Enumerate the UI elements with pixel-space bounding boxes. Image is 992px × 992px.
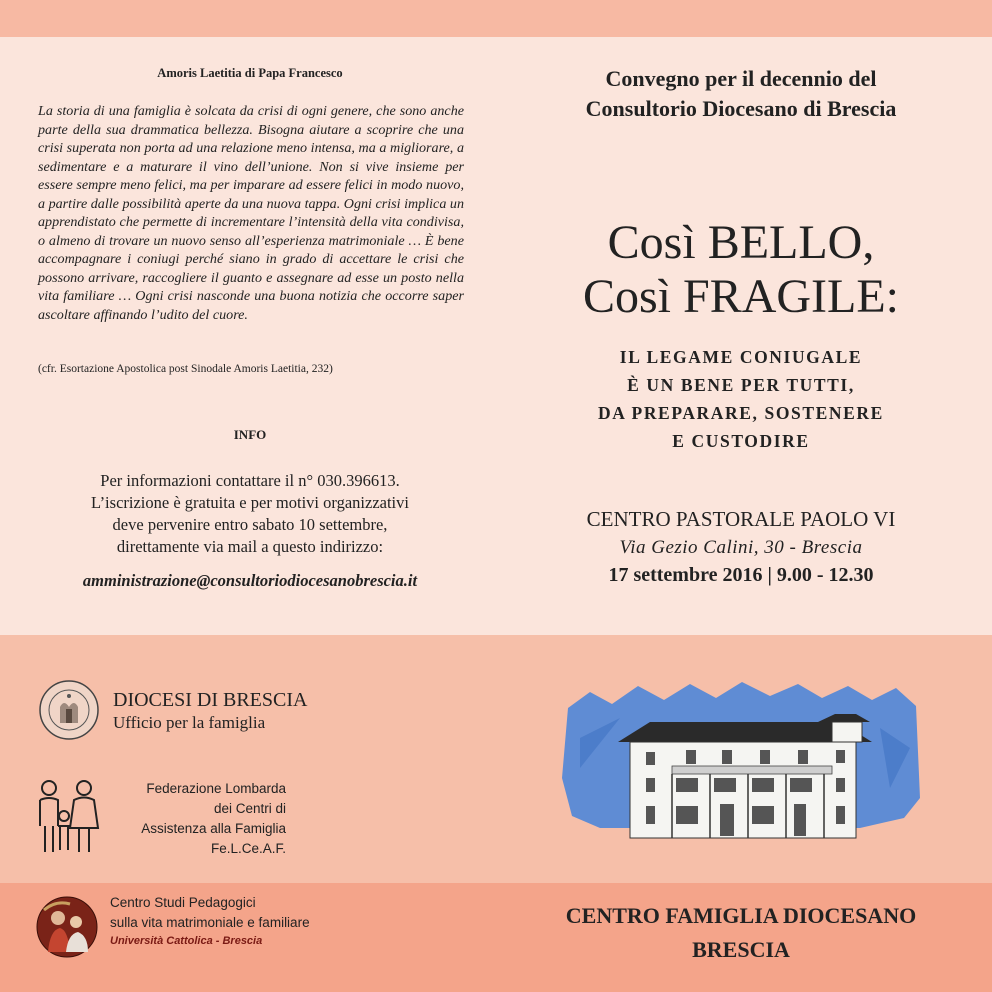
email-link[interactable]: amministrazione@consultoriodiocesanobrescia.it bbox=[82, 571, 418, 590]
felceaf-line: Federazione Lombarda bbox=[146, 781, 286, 796]
info-line: L’iscrizione è gratuita e per motivi organizzativi bbox=[91, 493, 409, 512]
studi-university: Università Cattolica - Brescia bbox=[110, 935, 263, 947]
main-title-line: Così BELLO, bbox=[607, 216, 875, 269]
event-datetime: 17 settembre 2016 | 9.00 - 12.30 bbox=[608, 564, 874, 586]
top-band bbox=[0, 0, 992, 37]
event-title-line: Convegno per il decennio del bbox=[605, 66, 877, 91]
info-line: direttamente via mail a questo indirizzo: bbox=[116, 537, 384, 556]
info-heading: INFO bbox=[233, 427, 267, 442]
diocesi-name: DIOCESI DI BRESCIA bbox=[113, 689, 308, 711]
studi-line: sulla vita matrimoniale e familiare bbox=[110, 915, 310, 930]
diocesi-office: Ufficio per la famiglia bbox=[113, 713, 266, 732]
info-line: Per informazioni contattare il n° 030.396613. bbox=[100, 471, 400, 490]
centro-famiglia-line: BRESCIA bbox=[692, 937, 790, 962]
subtitle-line: È UN BENE PER TUTTI, bbox=[627, 375, 855, 395]
event-title-line: Consultorio Diocesano di Brescia bbox=[585, 96, 897, 121]
quote-heading: Amoris Laetitia di Papa Francesco bbox=[157, 66, 343, 80]
quote-source: (cfr. Esortazione Apostolica post Sinodale Amoris Laetitia, 232) bbox=[38, 363, 333, 375]
studi-logo-icon bbox=[36, 896, 98, 958]
quote-body: La storia di una famiglia è solcata da crisi di ogni genere, che sono anche parte della sua drammatica bellezza. Bisogna aiutare a scoprire che una crisi superata non porta ad una relazione meno intensa, ma a migliorare, a sedimentare e a maturare il vino dell’unione. Non si vive insieme per essere sempre meno felici, ma per imparare ad essere felici in modo nuovo, a partire dalle possibilità aperte da una nuova tappa. Ogni crisi implica un apprendistato che permette di incrementare l’intensità della vita condivisa, o almeno di trovare un nuovo senso all’esperienza matrimoniale … È bene accompagnare i coniugi perché siano in grado di accettare le crisi che possono arrivare, raccogliere il guanto e assegnare ad esse un posto nella vita familiare … Ogni crisi nasconde una buona notizia che occorre saper ascoltare affinando l’udito del cuore. bbox=[38, 103, 464, 323]
subtitle-line: IL LEGAME CONIUGALE bbox=[619, 347, 863, 367]
felceaf-line: dei Centri di bbox=[213, 801, 286, 816]
studi-line: Centro Studi Pedagogici bbox=[110, 895, 256, 910]
felceaf-line: Fe.L.Ce.A.F. bbox=[210, 841, 286, 856]
event-title bbox=[520, 64, 962, 124]
address: Via Gezio Calini, 30 - Brescia bbox=[619, 537, 863, 558]
centro-famiglia-title bbox=[520, 899, 962, 967]
subtitle bbox=[520, 343, 962, 455]
subtitle-line: DA PREPARARE, SOSTENERE bbox=[598, 403, 884, 423]
main-title bbox=[520, 216, 962, 324]
felceaf-text bbox=[110, 779, 286, 859]
family-icon bbox=[34, 778, 102, 856]
felceaf-line: Assistenza alla Famiglia bbox=[141, 821, 286, 836]
centro-famiglia-line: CENTRO FAMIGLIA DIOCESANO bbox=[565, 903, 917, 928]
info-text bbox=[40, 470, 460, 558]
subtitle-line: E CUSTODIRE bbox=[672, 431, 810, 451]
house-illustration-icon bbox=[560, 678, 922, 842]
venue: CENTRO PASTORALE PAOLO VI bbox=[586, 507, 896, 531]
main-title-line: Così FRAGILE: bbox=[582, 270, 900, 323]
diocesi-seal-icon bbox=[38, 679, 100, 741]
info-line: deve pervenire entro sabato 10 settembre, bbox=[112, 515, 388, 534]
